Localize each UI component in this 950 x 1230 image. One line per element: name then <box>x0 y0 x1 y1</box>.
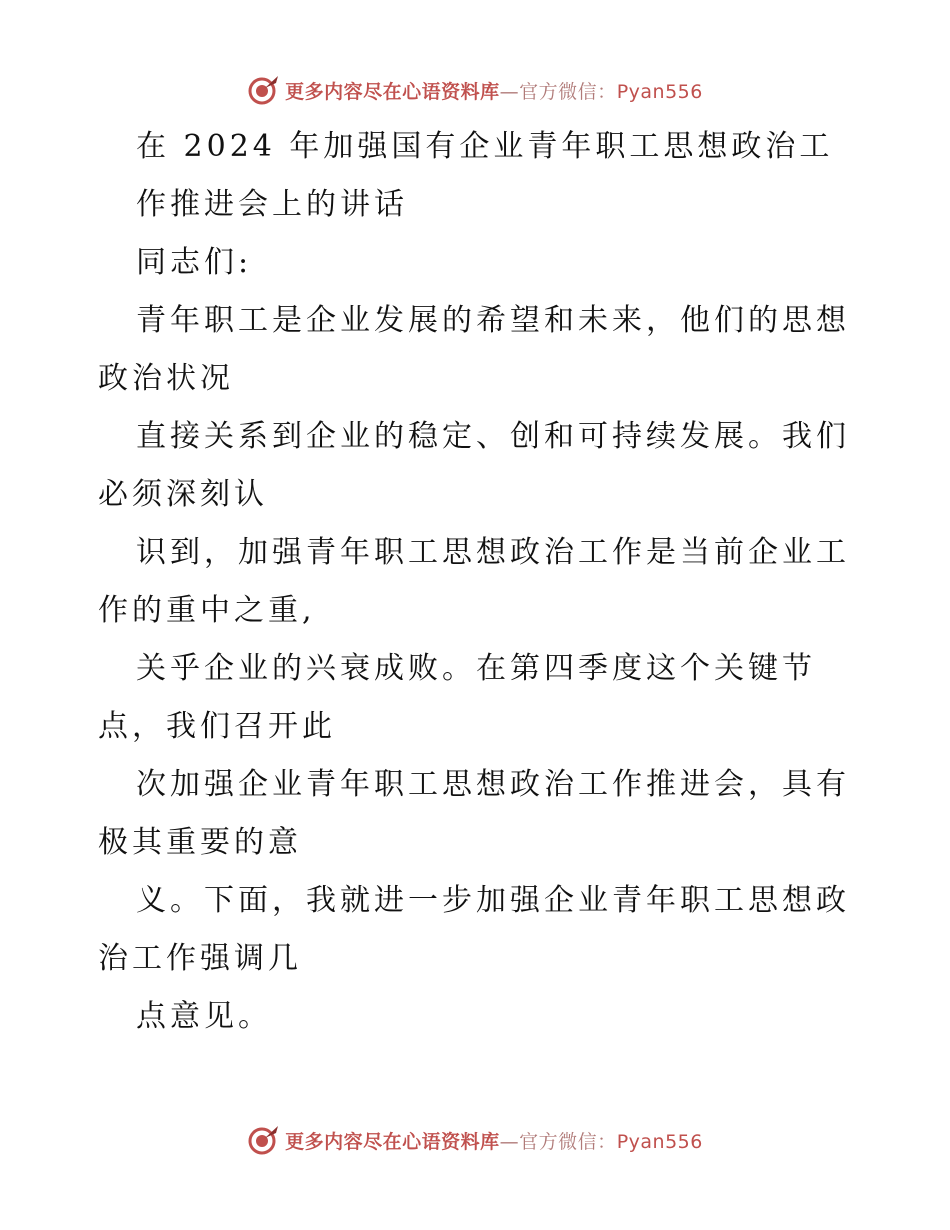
document-body <box>98 118 858 1046</box>
watermark-brand: 更多内容尽在心语资料库 <box>285 1130 500 1153</box>
watermark-brand: 更多内容尽在心语资料库 <box>285 80 500 103</box>
title-line-2: 作推进会上的讲话 <box>136 187 408 222</box>
quill-seal-icon <box>247 1123 281 1157</box>
salutation: 同志们: <box>136 245 253 280</box>
body-line: 必须深刻认 <box>98 477 268 512</box>
title-line-1: 在 2024 年加强国有企业青年职工思想政治工 <box>136 129 834 164</box>
footer-watermark <box>0 1120 950 1160</box>
body-line: 次加强企业青年职工思想政治工作推进会，具有 <box>136 767 850 802</box>
body-line: 直接关系到企业的稳定、创和可持续发展。我们 <box>136 419 850 454</box>
watermark-wechat-id: Pyan556 <box>616 80 703 103</box>
watermark-wechat-id: Pyan556 <box>616 1130 703 1153</box>
body-line: 青年职工是企业发展的希望和未来，他们的思想 <box>136 303 850 338</box>
body-line: 识到，加强青年职工思想政治工作是当前企业工 <box>136 535 850 570</box>
watermark-label: —官方微信： <box>499 80 617 103</box>
body-line: 义。下面，我就进一步加强企业青年职工思想政 <box>136 883 850 918</box>
watermark-label: —官方微信： <box>499 1130 617 1153</box>
body-line: 点意见。 <box>136 999 272 1034</box>
body-line: 政治状况 <box>98 361 234 396</box>
body-line: 极其重要的意 <box>98 825 302 860</box>
body-line: 点，我们召开此 <box>98 709 336 744</box>
body-line: 关乎企业的兴衰成败。在第四季度这个关键节 <box>136 651 816 686</box>
quill-seal-icon <box>247 73 281 107</box>
body-line: 治工作强调几 <box>98 941 302 976</box>
header-watermark <box>0 70 950 110</box>
body-line: 作的重中之重, <box>98 593 316 628</box>
body-paragraphs <box>98 292 858 1046</box>
